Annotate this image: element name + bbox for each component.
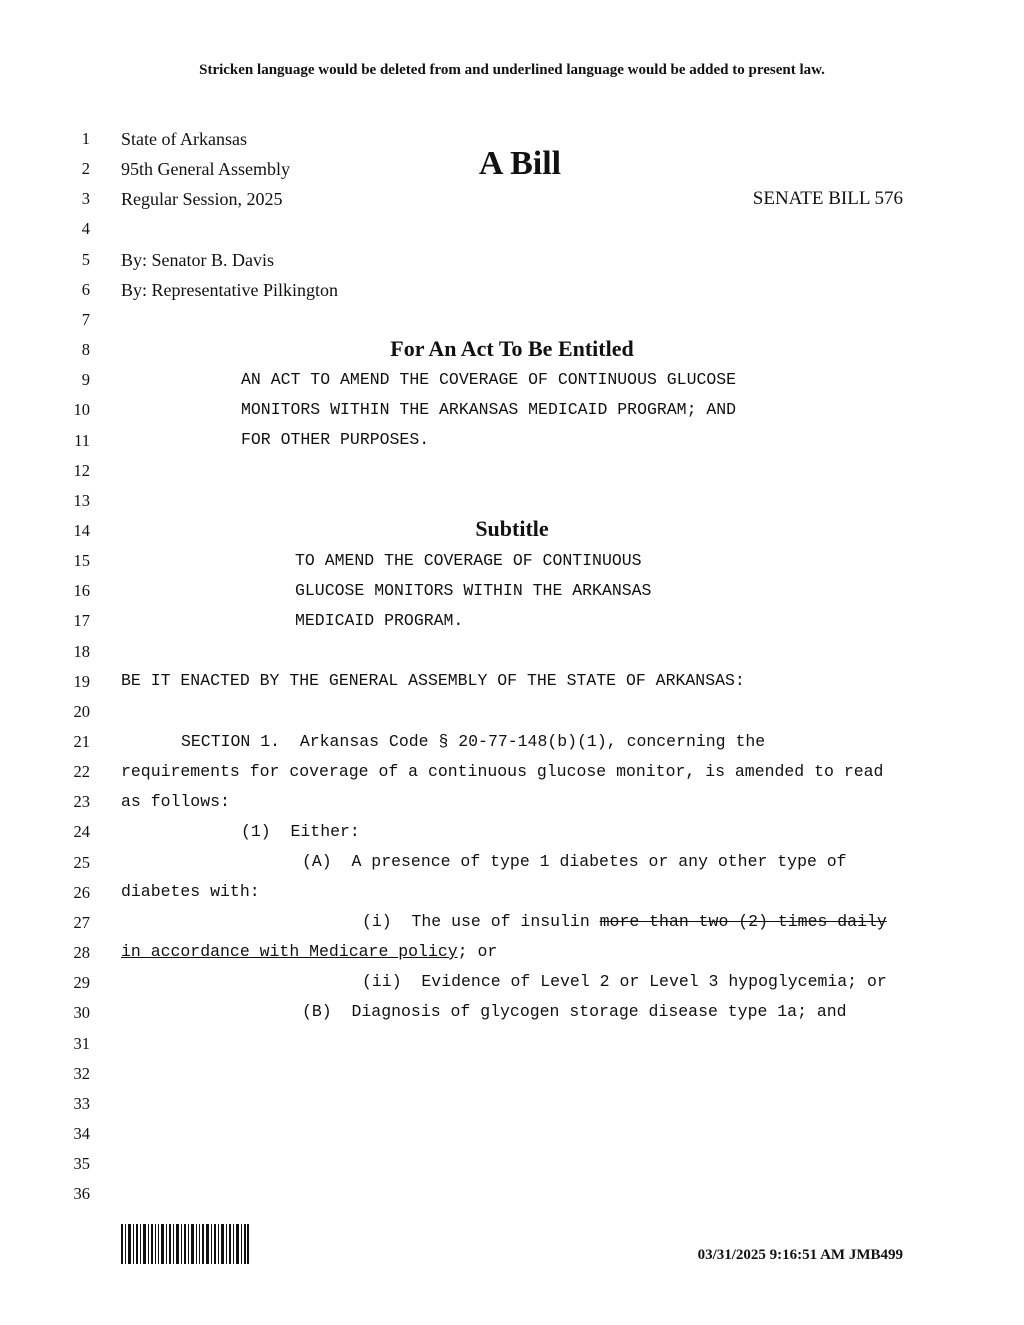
footer-timestamp: 03/31/2025 9:16:51 AM JMB499 [697, 1247, 903, 1263]
subdivision-1: (1) Either: [241, 822, 360, 841]
stricken-text: more than two (2) times daily [599, 912, 887, 931]
line-number: 31 [73, 1033, 90, 1053]
subtitle-line: MEDICAID PROGRAM. [295, 611, 464, 630]
line-number: 5 [81, 249, 90, 269]
line-number: 14 [73, 520, 90, 540]
sponsor-senator: By: Senator B. Davis [121, 250, 274, 270]
line-number: 20 [73, 701, 90, 721]
bill-text-line: as follows: [121, 792, 230, 811]
line-number: 9 [81, 370, 90, 390]
section-1-heading: SECTION 1. Arkansas Code § 20-77-148(b)(1), concerning the [181, 732, 766, 751]
bill-text-line: requirements for coverage of a continuous glucose monitor, is amended to read [121, 762, 884, 781]
bill-number: SENATE BILL 576 [752, 188, 903, 209]
subtitle-heading: Subtitle [475, 516, 549, 541]
line-number: 22 [73, 762, 90, 782]
line-number: 8 [81, 340, 90, 360]
line-number: 4 [81, 219, 90, 239]
act-title-line: AN ACT TO AMEND THE COVERAGE OF CONTINUOUS GLUCOSE [241, 370, 737, 389]
line-number: 17 [73, 611, 90, 631]
line-number: 7 [81, 309, 90, 329]
line-number: 19 [73, 671, 90, 691]
barcode-image [121, 1224, 249, 1264]
line-number: 18 [73, 641, 90, 661]
bill-text-line: diabetes with: [121, 882, 260, 901]
line-number: 33 [73, 1093, 90, 1113]
line-number: 6 [81, 279, 90, 299]
line-number: 24 [73, 822, 90, 842]
document-type-title: A Bill [478, 145, 562, 182]
act-title-line: FOR OTHER PURPOSES. [241, 430, 430, 449]
line-number: 16 [73, 581, 90, 601]
line-number: 1 [81, 129, 90, 148]
line-number: 3 [81, 189, 90, 209]
act-title-line: MONITORS WITHIN THE ARKANSAS MEDICAID PROGRAM; AND [241, 400, 737, 419]
line-number: 36 [73, 1184, 90, 1204]
line-number: 32 [73, 1063, 90, 1083]
general-assembly: 95th General Assembly [121, 159, 290, 179]
subtitle-line: GLUCOSE MONITORS WITHIN THE ARKANSAS [295, 581, 652, 600]
line-number: 29 [73, 973, 90, 993]
line-number: 11 [74, 430, 90, 450]
line-number: 26 [73, 882, 90, 902]
line-number: 30 [73, 1003, 90, 1023]
line-number: 15 [73, 551, 90, 571]
subdivision-i-text: (i) The use of insulin [362, 912, 600, 931]
line-number: 34 [73, 1123, 90, 1143]
line-suffix: ; or [457, 942, 498, 961]
subdivision-a: (A) A presence of type 1 diabetes or any other type of [302, 852, 847, 871]
added-text: in accordance with Medicare policy [121, 942, 458, 961]
line-number: 2 [81, 159, 90, 179]
subtitle-line: TO AMEND THE COVERAGE OF CONTINUOUS [295, 551, 642, 570]
state-name: State of Arkansas [121, 129, 247, 149]
subdivision-i [362, 912, 887, 932]
line-number: 35 [73, 1154, 90, 1174]
line-number: 25 [73, 852, 90, 872]
line-number: 10 [73, 400, 90, 420]
line-number: 12 [73, 460, 90, 480]
line-number: 28 [73, 943, 90, 963]
bill-text-line [121, 942, 497, 962]
line-number: 21 [73, 732, 90, 751]
subdivision-ii: (ii) Evidence of Level 2 or Level 3 hypoglycemia; or [362, 972, 887, 991]
enacting-clause: BE IT ENACTED BY THE GENERAL ASSEMBLY OF THE STATE OF ARKANSAS: [121, 671, 745, 690]
subdivision-b: (B) Diagnosis of glycogen storage disease type 1a; and [302, 1002, 847, 1021]
act-title-heading: For An Act To Be Entitled [390, 336, 634, 361]
session: Regular Session, 2025 [121, 189, 283, 209]
sponsor-representative: By: Representative Pilkington [121, 280, 338, 300]
amendment-notice: Stricken language would be deleted from and underlined language would be added to present law. [199, 62, 825, 78]
line-number: 23 [73, 792, 90, 812]
line-number: 27 [73, 912, 90, 932]
line-number: 13 [73, 490, 90, 510]
